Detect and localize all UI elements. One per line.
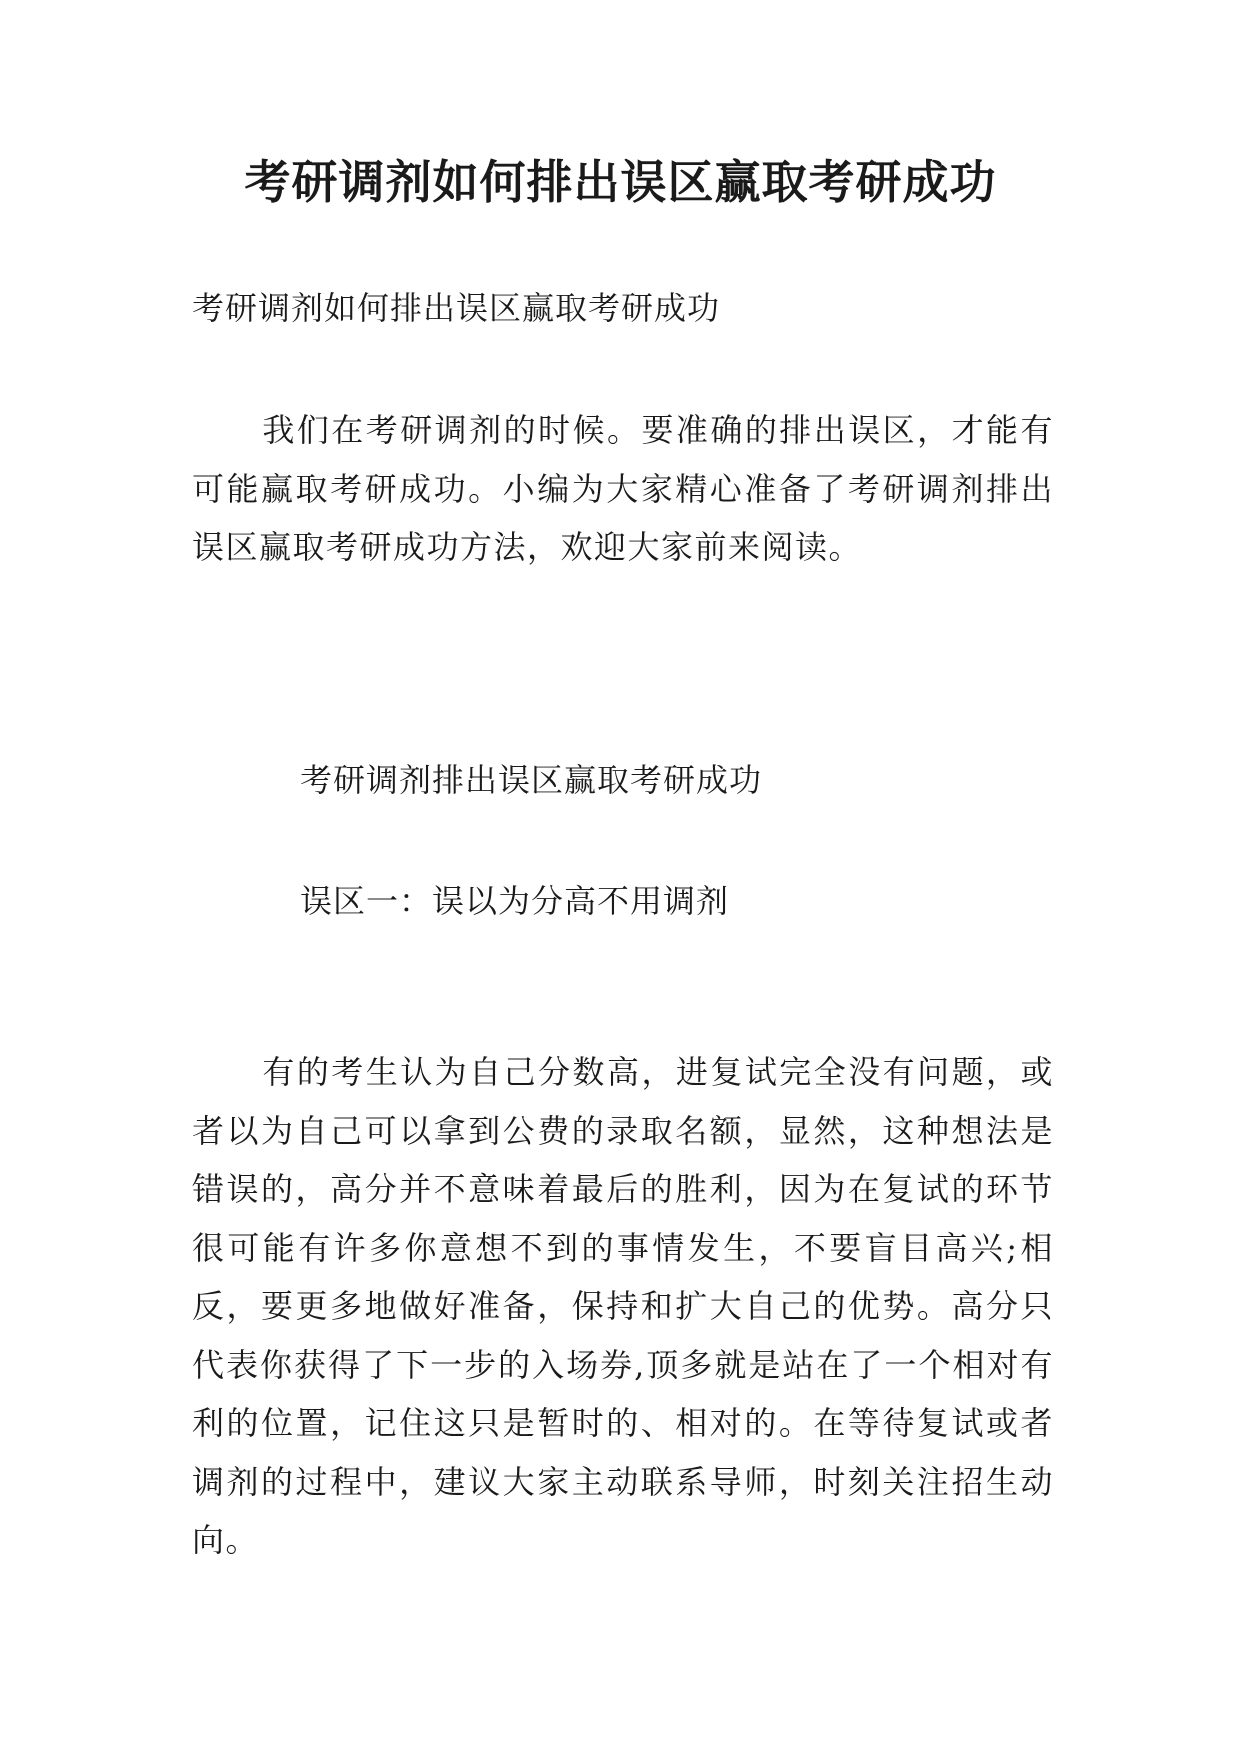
intro-paragraph: 我们在考研调剂的时候。要准确的排出误区，才能有可能赢取考研成功。小编为大家精心准备了考研调剂排出误区赢取考研成功方法，欢迎大家前来阅读。 [192,411,1054,566]
document-subtitle: 考研调剂如何排出误区赢取考研成功 [192,289,721,327]
myth-one-paragraph: 有的考生认为自己分数高，进复试完全没有问题，或者以为自己可以拿到公费的录取名额，显然，这种想法是错误的，高分并不意味着最后的胜利，因为在复试的环节很可能有许多你意想不到的事情发生，不要盲目高兴;相反，要更多地做好准备，保持和扩大自己的优势。高分只代表你获得了下一步的入场券,顶多就是站在了一个相对有利的位置，记住这只是暂时的、相对的。在等待复试或者调剂的过程中，建议大家主动联系导师，时刻关注招生动向。 [192,1053,1054,1559]
section-heading: 考研调剂排出误区赢取考研成功 [300,761,763,799]
document-title: 考研调剂如何排出误区赢取考研成功 [244,155,997,209]
myth-one-heading: 误区一：误以为分高不用调剂 [300,882,730,920]
